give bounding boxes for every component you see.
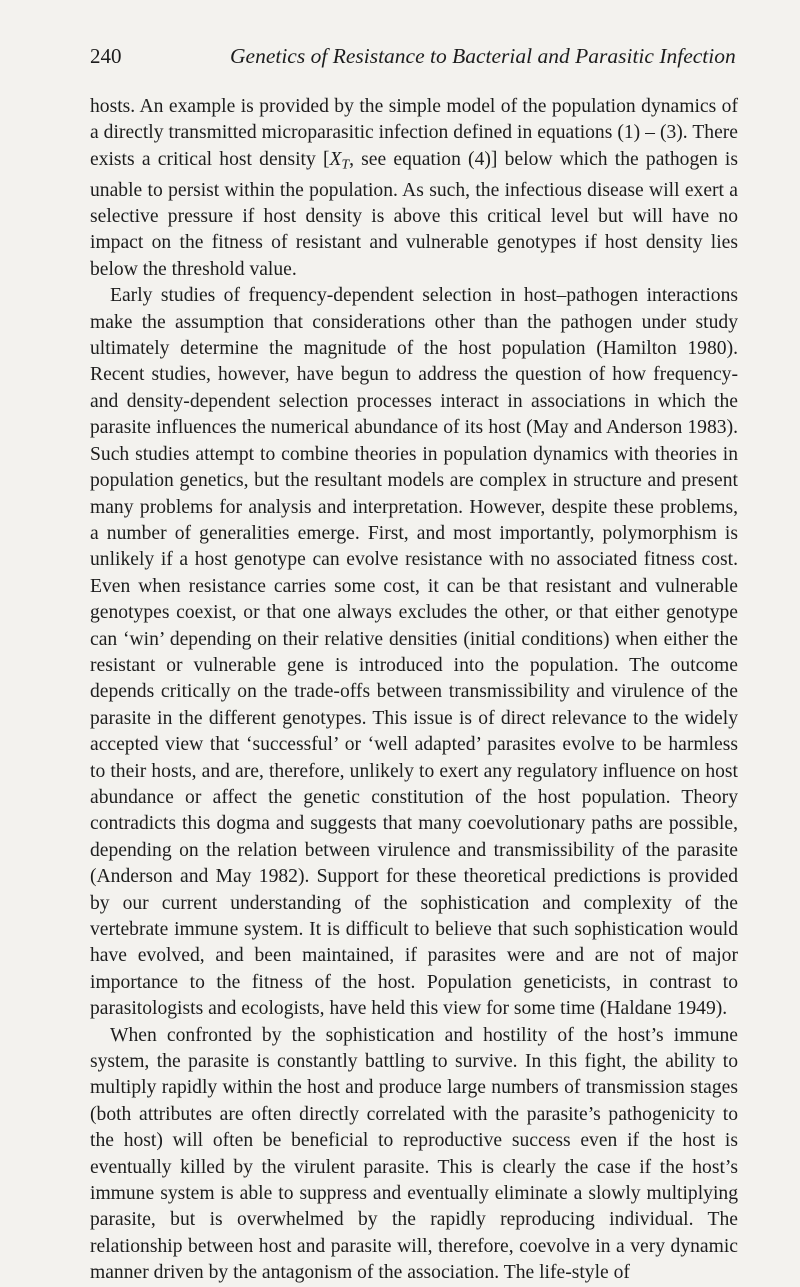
paragraph-1-rest: , see equation (4)] below which the pathogen is unable to persist within the population. As such, the infectious disease will exert a selective pressure if host density is above this critical level but will have no impact on the fitness of resistant and vulnerable genotypes if host density lies below the threshold value. [90, 148, 738, 280]
paragraph-1-lead: hosts. An example is provided by the simple model of the population dynamics of a directly transmitted microparasitic infection defined in equations (1) – (3). There exists a critical host density [ [90, 96, 738, 170]
paragraph-2: Early studies of frequency-dependent selection in host–pathogen interactions make the assumption that considerations other than the pathogen under study ultimately determine the magnitude of the host population (Hamilton 1980). Recent studies, however, have begun to address the question of how frequency- and density-dependent selection processes interact in associations in which the parasite influences the numerical abundance of its host (May and Anderson 1983). Such studies attempt to combine theories in population dynamics with theories in population genetics, but the resultant models are complex in structure and present many problems for analysis and interpretation. However, despite these problems, a number of generalities emerge. First, and most importantly, polymorphism is unlikely if a host genotype can evolve resistance with no associated fitness cost. Even when resistance carries some cost, it can be that resistant and vulnerable genotypes coexist, or that one always excludes the other, or that either genotype can ‘win’ depending on their relative densities (initial conditions) when either the resistant or vulnerable gene is introduced into the population. The outcome depends critically on the trade-offs between transmissibility and virulence of the parasite in the different genotypes. This issue is of direct relevance to the widely accepted view that ‘successful’ or ‘well adapted’ parasites evolve to be harmless to their hosts, and are, therefore, unlikely to exert any regulatory influence on host abundance or affect the genetic constitution of the host population. Theory contradicts this dogma and suggests that many coevolutionary paths are possible, depending on the relation between virulence and transmissibility of the parasite (Anderson and May 1982). Support for these theoretical predictions is provided by our current understanding of the sophistication and complexity of the vertebrate immune system. It is difficult to believe that such sophistication would have evolved, and been maintained, if parasites were and are not of major importance to the fitness of the host. Population geneticists, in contrast to parasitologists and ecologists, have held this view for some time (Haldane 1949). [90, 285, 738, 1020]
body-text [90, 94, 738, 1287]
running-title: Genetics of Resistance to Bacterial and Parasitic Infection [230, 44, 736, 68]
paragraph-3: When confronted by the sophistication and hostility of the host’s immune system, the parasite is constantly battling to survive. In this fight, the ability to multiply rapidly within the host and produce large numbers of transmission stages (both attributes are often directly correlated with the parasite’s pathogenicity to the host) will often be beneficial to reproductive success even if the host is eventually killed by the virulent parasite. This is clearly the case if the host’s immune system is able to suppress and eventually eliminate a slowly multiplying parasite, but is overwhelmed by the rapidly reproducing individual. The relationship between host and parasite will, therefore, coevolve in a very dynamic manner driven by the antagonism of the association. The life-style of [90, 1024, 738, 1284]
critical-density-symbol: X [329, 148, 342, 170]
paragraph-1 [90, 94, 738, 283]
critical-density-subscript: T [341, 156, 350, 172]
page-number: 240 [90, 44, 122, 68]
page-header [90, 44, 740, 78]
